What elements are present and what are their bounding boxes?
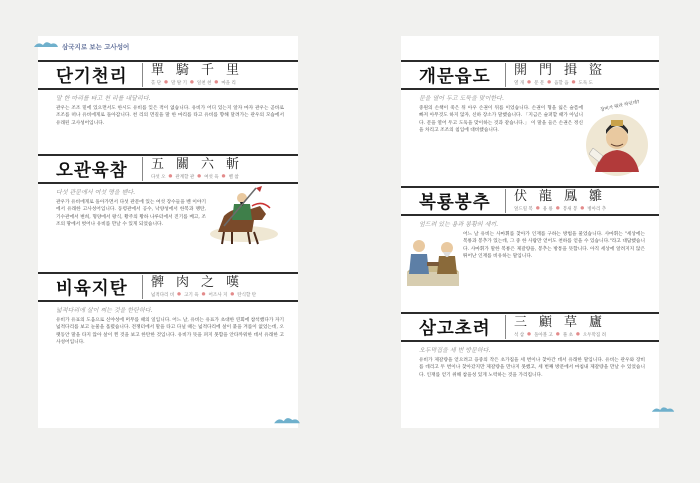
gloss-dot-icon: ● (168, 174, 173, 179)
hanja-char: 門 (539, 63, 555, 78)
gloss-item: 열 개 (514, 81, 525, 86)
cloud-ornament-icon (272, 413, 302, 427)
gloss-dot-icon: ● (189, 80, 194, 85)
gloss-dot-icon: ● (571, 80, 576, 85)
hanja-box (505, 315, 606, 339)
gloss-item: 석 삼 (514, 333, 525, 338)
right-page (401, 36, 659, 428)
idiom-story: 관우는 조조 밑에 있으면서도 한시도 유비를 잊은 적이 없습니다. 유비가 어디 있는지 알자 마자 관우는 곧바로 조조를 떠나 유비에게로 돌아갑니다. 천 리의 먼길을 말 한 마리를 타고 유비를 향해 달려가는 관우의 모습에서 유래된 고사성어입니다. (56, 106, 284, 126)
hanja-gloss (151, 174, 241, 180)
gloss-dot-icon: ● (197, 174, 202, 179)
hanja-char: 髀 (151, 275, 167, 290)
left-page (38, 36, 298, 428)
gloss-item: 엎드릴 복 (514, 207, 533, 212)
idiom-title-row (38, 154, 298, 184)
hanja-char: 里 (226, 63, 242, 78)
gloss-item: 병아리 추 (587, 207, 607, 212)
hanja-gloss (151, 292, 256, 298)
idiom-meaning: 말 한 마리를 타고 천 리를 내달리다. (56, 95, 151, 102)
liu-bei-sima-hui-illustration (403, 232, 463, 298)
idiom-section-3 (38, 272, 298, 347)
hanja-char: 顧 (539, 315, 555, 330)
hanja-char: 嘆 (226, 275, 242, 290)
gloss-item: 오두막집 려 (582, 333, 607, 338)
hanja-char: 龍 (539, 189, 555, 204)
hanja-box (505, 63, 604, 87)
gloss-dot-icon: ● (221, 174, 226, 179)
idiom-title-row (401, 312, 659, 342)
idiom-meaning: 문을 열어 두고 도둑을 맞이한다. (419, 95, 504, 102)
gloss-item: 어조사 지 (208, 293, 228, 298)
hanja-char: 草 (564, 315, 580, 330)
gloss-dot-icon: ● (535, 206, 540, 211)
idiom-title-row (38, 272, 298, 302)
cloud-ornament-icon (32, 39, 60, 51)
gloss-item: 읍할 읍 (554, 81, 569, 86)
gloss-dot-icon: ● (230, 292, 235, 297)
gloss-item: 봉새 봉 (562, 207, 578, 212)
gloss-item: 용 룡 (542, 207, 553, 212)
gloss-item: 말 탈 기 (171, 81, 187, 86)
hanja-chars (151, 157, 241, 172)
hanja-char: 開 (514, 63, 530, 78)
idiom-title: 개문읍도 (419, 66, 491, 87)
gloss-dot-icon: ● (555, 206, 560, 211)
idiom-meaning: 오두막집을 세 번 방문하다. (419, 347, 491, 354)
hanja-char: 盜 (589, 63, 605, 78)
hanja-box (505, 189, 606, 213)
cloud-ornament-icon (650, 402, 676, 416)
idiom-title-row (401, 186, 659, 216)
hanja-char: 關 (176, 157, 192, 172)
idiom-title: 오관육참 (56, 160, 128, 181)
idiom-title: 삼고초려 (419, 318, 491, 339)
gloss-dot-icon: ● (547, 80, 552, 85)
idiom-story: 유비가 유표의 도움으로 신야성에 머무를 때의 일입니다. 어느 날, 유비는 유표가 초대한 연회에 참석했다가 자기 넓적다리를 보고 눈물을 흘렸습니다. 전쟁터에서 말을 타고 다닐 때는 넓적다리에 살이 붙을 겨를이 없었는데, 오랫동안 말을 타지 않아 살이 찐 것을 보고 한탄한 것입니다. 유비가 뜻을 펴지 못함을 안타까워한 데서 유래한 고사성어입니다. (56, 318, 284, 346)
gloss-dot-icon: ● (214, 80, 219, 85)
hanja-char: 廬 (589, 315, 605, 330)
gloss-item: 문 문 (534, 81, 545, 86)
gloss-dot-icon: ● (164, 80, 169, 85)
speech-bubble: 장비가 뭐라 하던데? (599, 99, 641, 114)
gloss-item: 풀 초 (562, 333, 573, 338)
idiom-meaning: 넓적다리에 살이 찌는 것을 한탄하다. (56, 307, 153, 314)
gloss-dot-icon: ● (575, 332, 580, 337)
idiom-story: 중원의 손책이 죽은 뒤 아우 손권이 뒤를 이었습니다. 손권이 형을 잃은 슬픔에 빠져 아무것도 하지 않자, 신하 장소가 말했습니다. 「지금은 슬퍼할 때가 아닙니다. 문을 열어 두고 도둑을 맞이하는 것과 같습니다.」 이 말을 들은 손권은 정신을 차리고 조조의 침입에 대비했습니다. (419, 106, 583, 134)
idiom-title-row (401, 60, 659, 90)
hanja-gloss (514, 332, 606, 338)
book-header: 삼국지로 보는 고사성어 (62, 43, 130, 51)
idiom-title: 비육지탄 (56, 278, 128, 299)
idiom-story: 어느 날 유비는 사마휘를 찾아가 인재를 구하는 방법을 물었습니다. 사마휘는 "세상에는 복룡과 봉추가 있는데, 그 중 한 사람만 얻어도 천하를 얻을 수 있습니다."라고 대답했습니다. 사마휘가 말한 복룡은 제갈량을, 봉추는 방통을 뜻합니다. 아직 세상에 알려지지 않은 뛰어난 인재를 비유하는 말입니다. (463, 232, 645, 260)
hanja-chars (514, 189, 606, 204)
hanja-char: 揖 (564, 63, 580, 78)
hanja-char: 雛 (589, 189, 605, 204)
hanja-char: 肉 (176, 275, 192, 290)
guan-yu-horse-illustration (204, 186, 284, 248)
gloss-item: 고기 육 (184, 293, 199, 298)
hanja-char: 之 (201, 275, 217, 290)
hanja-char: 鳳 (564, 189, 580, 204)
idiom-section-4 (401, 60, 659, 135)
hanja-gloss (151, 80, 241, 86)
gloss-item: 벨 참 (228, 175, 239, 180)
gloss-dot-icon: ● (177, 292, 182, 297)
gloss-item: 홑 단 (151, 81, 162, 86)
hanja-chars (151, 275, 256, 290)
hanja-gloss (514, 80, 604, 86)
gloss-item: 돌아볼 고 (534, 333, 553, 338)
gloss-item: 여섯 육 (204, 175, 219, 180)
gloss-dot-icon: ● (555, 332, 560, 337)
hanja-char: 斬 (226, 157, 242, 172)
gloss-item: 마을 리 (221, 81, 236, 86)
hanja-box (142, 275, 256, 299)
idiom-section-1 (38, 60, 298, 127)
hanja-box (142, 157, 241, 181)
idiom-title-row (38, 60, 298, 90)
hanja-char: 五 (151, 157, 167, 172)
sun-quan-portrait-illustration (583, 112, 651, 178)
idiom-meaning: 엎드려 있는 용과 봉황의 새끼. (419, 221, 499, 228)
gloss-dot-icon: ● (527, 80, 532, 85)
hanja-chars (151, 63, 241, 78)
hanja-char: 三 (514, 315, 530, 330)
idiom-section-6 (401, 312, 659, 379)
gloss-item: 일천 천 (196, 81, 212, 86)
hanja-gloss (514, 206, 606, 212)
gloss-item: 넓적다리 비 (151, 293, 175, 298)
gloss-item: 탄식할 탄 (237, 293, 257, 298)
idiom-section-2 (38, 154, 298, 229)
hanja-chars (514, 63, 604, 78)
gloss-item: 다섯 오 (151, 175, 166, 180)
hanja-char: 騎 (176, 63, 192, 78)
hanja-char: 伏 (514, 189, 530, 204)
idiom-story: 유비가 제갈량을 얻으려고 융중의 작은 초가집을 세 번이나 찾아간 데서 유래한 말입니다. 유비는 관우와 장비를 데리고 두 번이나 찾아갔지만 제갈량을 만나지 못했고, 세 번째 방문에서 마침내 제갈량을 만날 수 있었습니다. 인재를 얻기 위해 참을성 있게 노력하는 것을 가리킵니다. (419, 358, 645, 378)
gloss-dot-icon: ● (580, 206, 585, 211)
hanja-box (142, 63, 241, 87)
gloss-item: 도둑 도 (578, 81, 594, 86)
hanja-char: 六 (201, 157, 217, 172)
idiom-section-5 (401, 186, 659, 261)
gloss-dot-icon: ● (527, 332, 532, 337)
idiom-title: 복룡봉추 (419, 192, 491, 213)
idiom-meaning: 다섯 관문에서 여섯 명을 벤다. (56, 189, 136, 196)
hanja-char: 單 (151, 63, 167, 78)
gloss-dot-icon: ● (201, 292, 206, 297)
idiom-story: 관우가 유비에게로 돌아가면서 다섯 관문에 있는 여섯 장수들을 벤 이야기에서 유래한 고사성어입니다. 동령관에서 공수, 낙양성에서 한복과 맹탄, 기수관에서 변희, 형양에서 왕식, 황주의 황하 나루터에서 진기를 베고, 조조의 땅에서 벗어나 유비를 만날 수 있게 되었습니다. (56, 200, 206, 228)
gloss-item: 관계할 관 (175, 175, 195, 180)
idiom-title: 단기천리 (56, 66, 128, 87)
hanja-chars (514, 315, 606, 330)
hanja-char: 千 (201, 63, 217, 78)
